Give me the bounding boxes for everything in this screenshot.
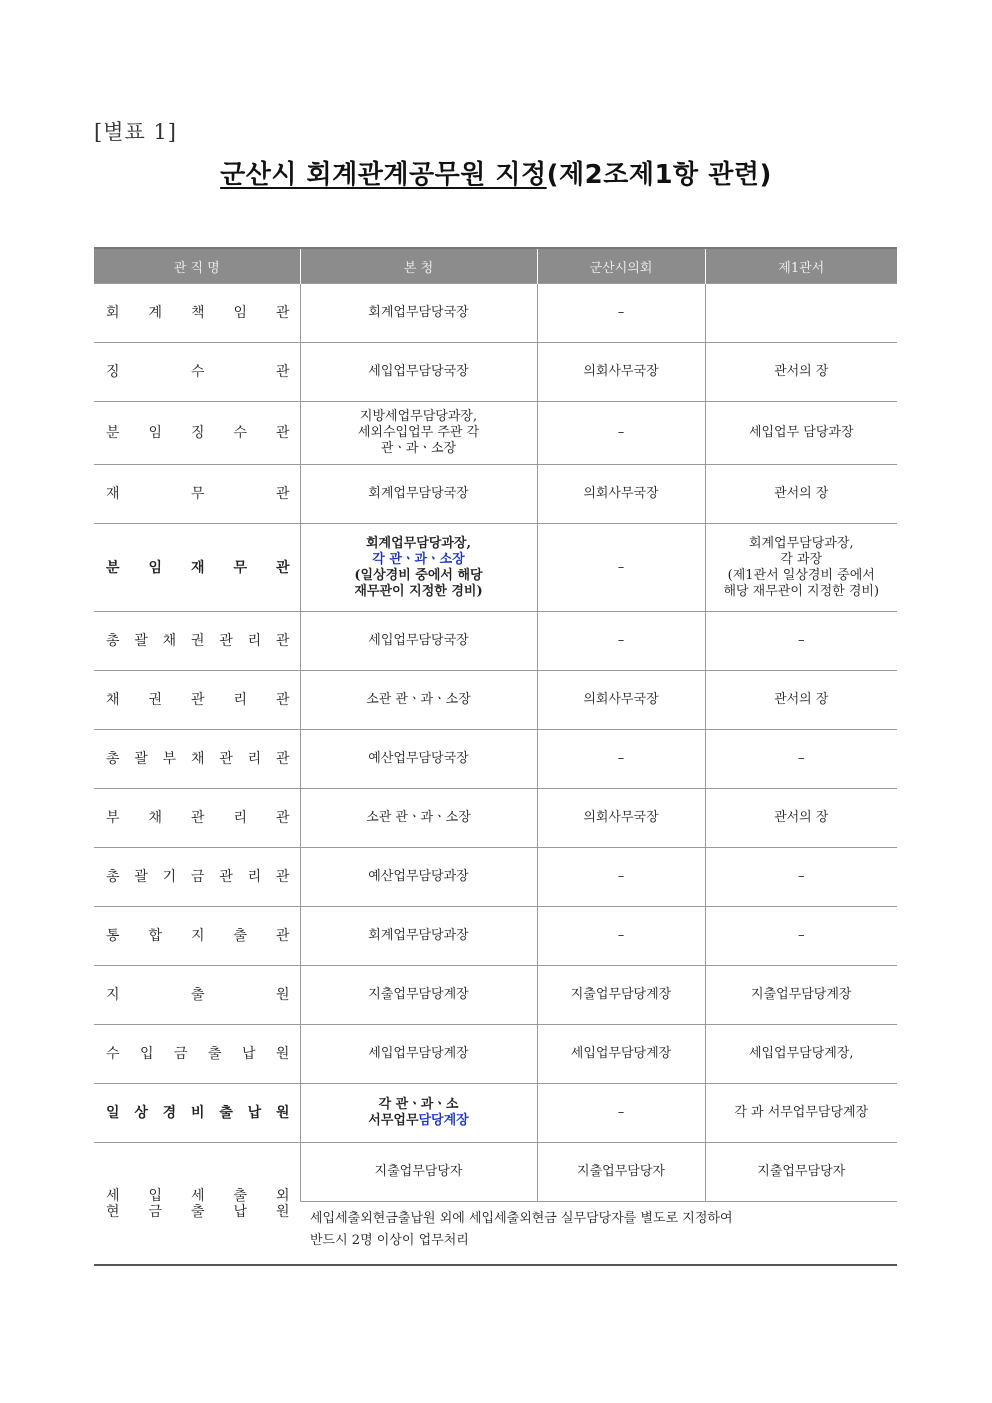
position-name-char: 리 [247,633,262,649]
position-name-char: 리 [247,869,262,885]
position-name [98,1046,296,1062]
first-office-cell-line: 관서의 장 [774,692,829,707]
header-first-office: 제1관서 [705,248,897,284]
position-name-char: 입 [148,1187,163,1204]
official-designation-table [94,247,897,1266]
position-name [98,692,296,708]
position-name-char: 분 [106,425,120,441]
position-name-char: 지 [106,987,120,1003]
first-office-cell-line: – [798,633,805,648]
table-row [94,284,897,343]
position-name-cell [94,1025,300,1084]
position-name-char: 리 [247,751,262,767]
position-name-char: 권 [148,692,163,708]
first-office-cell-line: 관서의 장 [774,364,829,379]
position-name-char: 관 [275,305,290,321]
position-name-char: 일 [106,1105,120,1121]
position-name-char: 기 [162,869,177,885]
position-name-char: 관 [275,692,290,708]
position-name-cell [94,612,300,671]
table-row [94,966,897,1025]
first-office-cell-line: 각 과 서무업무담당계장 [734,1105,869,1120]
first-office-cell [705,1025,897,1084]
position-name-char: 관 [275,869,290,885]
main-office-line: 서무업무 [368,1113,419,1128]
first-office-cell [705,402,897,465]
position-name-char: 금 [148,1203,163,1220]
position-name-char: 원 [275,987,290,1003]
table-row [94,1025,897,1084]
position-name-char: 납 [233,1203,247,1220]
table-row [94,789,897,848]
position-name-char: 권 [190,633,205,649]
position-name-char: 관 [275,810,290,826]
position-name-cell [94,465,300,524]
first-office-cell [705,907,897,966]
position-name [98,751,296,767]
city-council-cell: 의회사무국장 [537,465,705,524]
main-office-cell-line: 회계업무담당국장 [368,305,469,320]
position-name-char: 현 [106,1203,120,1220]
city-council-cell: – [537,284,705,343]
position-name-char: 관 [275,559,290,576]
position-name-char: 세 [190,1187,205,1204]
position-name-char: 괄 [134,751,148,767]
position-name-char: 임 [233,305,247,321]
position-name-char: 납 [241,1046,256,1062]
position-name-char: 관 [275,364,290,380]
position-name-char: 입 [139,1046,154,1062]
position-name-char: 괄 [134,869,148,885]
title-main: 군산시 회계관계공무원 지정 [220,160,547,190]
main-office-line: 담당계장 [418,1113,469,1128]
main-office-cell [300,1084,537,1143]
position-name [98,1105,296,1121]
position-name-char: 괄 [134,633,148,649]
position-name-char: 책 [190,305,205,321]
note-cell [300,1202,897,1266]
position-name-cell [94,343,300,402]
main-office-cell [300,1025,537,1084]
main-office-cell-line: 소관 관ㆍ과ㆍ소장 [366,810,471,825]
table-row [94,1084,897,1143]
position-name-char: 계 [148,305,163,321]
position-name-char: 부 [162,751,177,767]
position-name-char: 무 [233,559,247,576]
main-office-cell-line: 세입업무담당국장 [368,633,469,648]
position-name-line [98,1204,296,1220]
city-council-cell: – [537,848,705,907]
position-name-char: 임 [148,425,163,441]
position-name-cell [94,966,300,1025]
position-name-char: 관 [190,692,205,708]
table-row [94,402,897,465]
main-office-cell-line: 지방세업무담당과장, [359,409,478,424]
position-name-char: 출 [233,928,247,944]
table-row [94,1143,897,1202]
main-office-line: 각 관ㆍ과ㆍ소 [378,1097,459,1112]
main-office-cell [300,789,537,848]
position-name-char: 채 [162,633,177,649]
first-office-cell-line: – [798,928,805,943]
city-council-cell: 의회사무국장 [537,789,705,848]
first-office-cell-line: 지출업무담당계장 [751,987,852,1002]
position-name-char: 출 [207,1046,222,1062]
position-name-char: 통 [106,928,120,944]
first-office-cell-line: 세입업무담당계장, [748,1046,854,1061]
header-city-council: 군산시의회 [537,248,705,284]
main-office-cell [300,524,537,612]
position-name-char: 원 [275,1203,290,1220]
position-name-line [98,1188,296,1204]
position-name-char: 총 [106,869,120,885]
position-name [98,425,296,441]
main-office-cell-line: 세입업무담당계장 [368,1046,469,1061]
position-name [98,486,296,502]
first-office-cell-line: 해당 재무관이 지정한 경비) [723,583,880,599]
first-office-cell [705,848,897,907]
position-name-char: 채 [190,751,205,767]
main-office-line: (일상경비 중에서 해당 [354,567,483,583]
note-line: 반드시 2명 이상이 업무처리 [310,1233,469,1248]
first-office-cell-line: 관서의 장 [774,486,829,501]
main-office-cell: 지출업무담당자 [300,1143,537,1202]
first-office-cell [705,284,897,343]
position-name [98,810,296,826]
main-office-line: 회계업무담당과장, [366,535,471,551]
position-name [98,633,296,649]
first-office-cell [705,966,897,1025]
header-main-office: 본 청 [300,248,537,284]
first-office-cell-line: 세입업무 담당과장 [748,425,854,440]
table-row [94,465,897,524]
position-name-char: 출 [219,1105,233,1121]
position-name-char: 재 [106,486,120,502]
position-name-char: 출 [190,987,205,1003]
table-row [94,907,897,966]
position-name-char: 총 [106,633,120,649]
main-office-cell-line: 지출업무담당계장 [368,987,469,1002]
first-office-cell [705,612,897,671]
first-office-cell [705,524,897,612]
main-office-line: 각 관ㆍ과ㆍ소장 [372,551,465,567]
main-office-cell-line: 회계업무담당과장 [368,928,469,943]
position-name-char: 합 [148,928,163,944]
city-council-cell: – [537,612,705,671]
first-office-cell [705,465,897,524]
position-name-char: 회 [106,305,120,321]
position-name-char: 관 [275,633,290,649]
main-office-cell [300,402,537,465]
position-name-char: 무 [190,486,205,502]
position-name-char: 출 [190,1203,205,1220]
table-row [94,671,897,730]
first-office-cell-line: 관서의 장 [774,810,829,825]
first-office-cell-line: 각 과장 [780,551,823,567]
position-name [98,364,296,380]
table-row [94,848,897,907]
position-name-char: 리 [233,810,247,826]
position-name-cell [94,1084,300,1143]
main-office-cell [300,343,537,402]
position-name-cell [94,671,300,730]
note-line: 세입세출외현금출납원 외에 세입세출외현금 실무담당자를 별도로 지정하여 [310,1211,733,1226]
position-name-char: 재 [190,559,205,576]
position-name-cell [94,284,300,343]
position-name [98,869,296,885]
first-office-cell [705,730,897,789]
position-name-char: 납 [247,1105,262,1121]
first-office-cell [705,671,897,730]
position-name-char: 관 [275,751,290,767]
position-name-char: 금 [173,1046,188,1062]
position-name-char: 분 [106,559,120,576]
position-name-cell [94,524,300,612]
position-name-char: 채 [148,810,163,826]
main-office-cell-line: 소관 관ㆍ과ㆍ소장 [366,692,471,707]
table-row [94,343,897,402]
position-name-char: 임 [148,559,163,576]
position-name-char: 원 [275,1046,290,1062]
position-name-char: 외 [275,1187,290,1204]
header-position-name: 관 직 명 [94,248,300,284]
city-council-cell: 의회사무국장 [537,343,705,402]
position-name-char: 관 [190,810,205,826]
main-office-cell [300,671,537,730]
first-office-cell: 지출업무담당자 [705,1143,897,1202]
city-council-cell: 지출업무담당계장 [537,966,705,1025]
city-council-cell: 세입업무담당계장 [537,1025,705,1084]
first-office-cell-line: – [798,869,805,884]
main-office-cell-line: 관ㆍ과ㆍ소장 [380,441,457,456]
first-office-cell [705,1084,897,1143]
city-council-cell: – [537,1084,705,1143]
main-office-cell-line: 예산업무담당과장 [368,869,469,884]
position-name [98,928,296,944]
city-council-cell: – [537,730,705,789]
main-office-cell [300,612,537,671]
position-name-char: 부 [106,810,120,826]
position-name-char: 관 [275,928,290,944]
position-name-char: 관 [275,486,290,502]
main-office-cell-line: 세외수입업무 주관 각 [357,425,480,440]
main-office-cell-line: 예산업무담당국장 [368,751,469,766]
city-council-cell: 의회사무국장 [537,671,705,730]
position-name-cell [94,402,300,465]
position-name-char: 관 [275,425,290,441]
position-name [98,560,296,576]
position-name-char: 경 [162,1105,177,1121]
document-title [0,154,992,191]
main-office-cell [300,465,537,524]
main-office-cell [300,966,537,1025]
table-row [94,524,897,612]
main-office-cell [300,848,537,907]
appendix-label: [별표 1] [94,120,177,144]
table-row [94,612,897,671]
position-name-char: 관 [219,751,233,767]
first-office-cell-line: – [798,751,805,766]
city-council-cell: – [537,524,705,612]
position-name-char: 채 [106,692,120,708]
position-name-char: 세 [106,1187,120,1204]
main-office-cell [300,284,537,343]
main-office-cell [300,907,537,966]
position-name-char: 비 [190,1105,205,1121]
main-office-cell-line: 세입업무담당국장 [368,364,469,379]
title-suffix: (제2조제1항 관련) [546,160,772,190]
main-office-cell [300,730,537,789]
position-name-char: 징 [106,364,120,380]
position-name-char: 출 [233,1187,247,1204]
table-row [94,730,897,789]
position-name [98,987,296,1003]
position-name-char: 지 [190,928,205,944]
position-name-char: 총 [106,751,120,767]
position-name-char: 리 [233,692,247,708]
table-header-row [94,248,897,284]
position-name-char: 수 [190,364,205,380]
position-name-cell [94,789,300,848]
position-name-char: 수 [233,425,247,441]
city-council-cell: 지출업무담당자 [537,1143,705,1202]
position-name-char: 관 [219,869,233,885]
position-name [98,1188,296,1220]
main-office-line: 재무관이 지정한 경비) [354,583,483,599]
first-office-cell-line: 회계업무담당과장, [748,535,854,551]
position-name-char: 상 [134,1105,148,1121]
first-office-cell-line: (제1관서 일상경비 중에서 [727,567,875,583]
position-name-char: 수 [106,1046,120,1062]
first-office-cell [705,789,897,848]
position-name-cell [94,730,300,789]
position-name-cell [94,848,300,907]
main-office-cell-line: 회계업무담당국장 [368,486,469,501]
position-name-cell [94,907,300,966]
position-name [98,305,296,321]
position-name-char: 징 [190,425,205,441]
city-council-cell: – [537,402,705,465]
position-name-char: 금 [190,869,205,885]
first-office-cell [705,343,897,402]
position-name-char: 원 [275,1105,290,1121]
position-name-cell [94,1143,300,1266]
city-council-cell: – [537,907,705,966]
position-name-char: 관 [219,633,233,649]
